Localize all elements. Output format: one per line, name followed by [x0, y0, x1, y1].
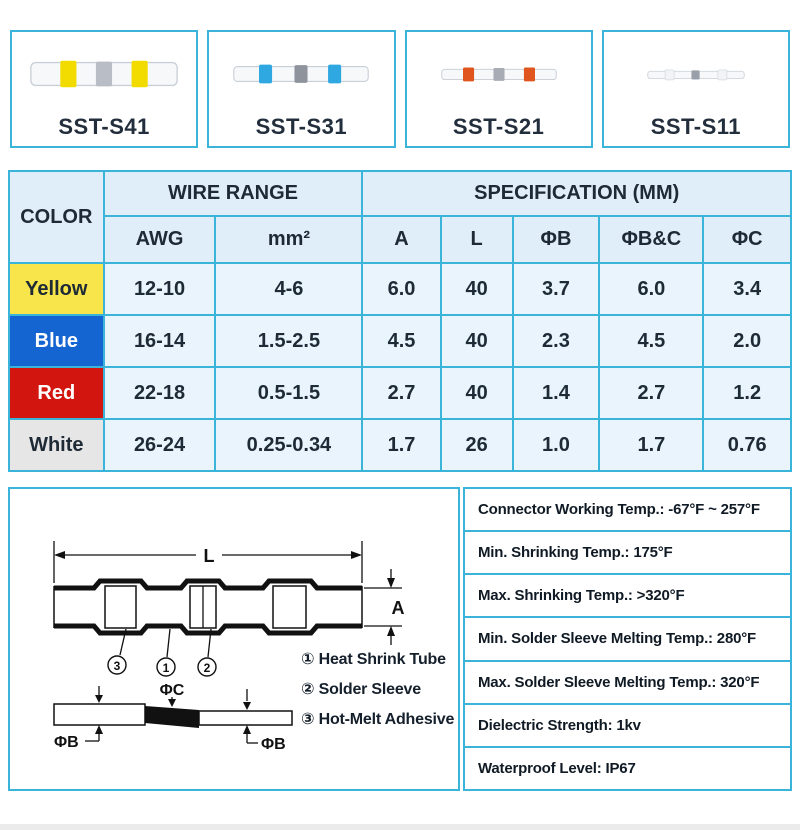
- cell-mm2: 0.25-0.34: [215, 419, 362, 471]
- connector-image-white: [645, 61, 747, 87]
- legend-item-solder-sleeve: ② Solder Sleeve: [301, 681, 421, 698]
- cell-phib: 2.3: [513, 315, 600, 367]
- spec-item-max-shrinking-temp: Max. Shrinking Temp.: >320°F: [463, 573, 792, 618]
- cell-phibc: 1.7: [599, 419, 703, 471]
- cell-phibc: 4.5: [599, 315, 703, 367]
- header-specification: SPECIFICATION (MM): [362, 171, 791, 216]
- dim-label-phi-b-right: ΦB: [261, 736, 286, 753]
- cell-awg: 12-10: [104, 263, 216, 315]
- header-phibc: ΦB&C: [599, 216, 703, 263]
- header-a: A: [362, 216, 440, 263]
- cell-mm2: 4-6: [215, 263, 362, 315]
- cell-phic: 3.4: [703, 263, 791, 315]
- spec-item-working-temp: Connector Working Temp.: -67°F ~ 257°F: [463, 487, 792, 532]
- cell-mm2: 1.5-2.5: [215, 315, 362, 367]
- spec-item-waterproof-level: Waterproof Level: IP67: [463, 746, 792, 791]
- cell-phic: 2.0: [703, 315, 791, 367]
- product-image-wrap: [209, 32, 393, 116]
- dim-label-a: A: [391, 598, 405, 618]
- dimension-diagram-box: [8, 487, 460, 791]
- spec-item-min-solder-melting-temp: Min. Solder Sleeve Melting Temp.: 280°F: [463, 616, 792, 661]
- cell-a: 6.0: [362, 263, 440, 315]
- callout-2: 2: [203, 661, 211, 675]
- callout-3: 3: [113, 659, 121, 673]
- product-image-wrap: [407, 32, 591, 116]
- cell-phic: 1.2: [703, 367, 791, 419]
- dim-label-phi-c: ΦC: [159, 682, 185, 699]
- cell-awg: 22-18: [104, 367, 216, 419]
- spec-item-dielectric-strength: Dielectric Strength: 1kv: [463, 703, 792, 748]
- connector-image-blue: [231, 56, 371, 92]
- product-card-row: [10, 30, 790, 148]
- product-model-label: SST-S11: [650, 114, 742, 139]
- cell-a: 1.7: [362, 419, 440, 471]
- header-color: COLOR: [9, 171, 104, 263]
- color-swatch-yellow: Yellow: [9, 263, 104, 315]
- table-row-blue: [9, 315, 791, 367]
- table-row-red: [9, 367, 791, 419]
- color-swatch-blue: Blue: [9, 315, 104, 367]
- product-image-wrap: [604, 32, 788, 116]
- color-swatch-red: Red: [9, 367, 104, 419]
- cell-phibc: 6.0: [599, 263, 703, 315]
- header-phic: ΦC: [703, 216, 791, 263]
- cell-awg: 26-24: [104, 419, 216, 471]
- dim-label-l: L: [203, 546, 215, 566]
- bottom-section: [8, 487, 792, 791]
- header-phib: ΦB: [513, 216, 600, 263]
- dim-label-phi-b-left: ΦB: [54, 734, 79, 751]
- cell-phib: 1.0: [513, 419, 600, 471]
- cell-phibc: 2.7: [599, 367, 703, 419]
- header-mm2: mm²: [215, 216, 362, 263]
- cell-a: 4.5: [362, 315, 440, 367]
- cell-l: 40: [441, 263, 513, 315]
- product-card-sst-s21: [405, 30, 593, 148]
- spec-list: [463, 487, 792, 791]
- bottom-strip: [0, 824, 800, 830]
- table-row-white: [9, 419, 791, 471]
- header-awg: AWG: [104, 216, 216, 263]
- cell-phib: 3.7: [513, 263, 600, 315]
- connector-image-red: [439, 59, 559, 89]
- specification-table: [8, 170, 792, 472]
- product-card-sst-s41: [10, 30, 198, 148]
- spec-item-max-solder-melting-temp: Max. Solder Sleeve Melting Temp.: 320°F: [463, 660, 792, 705]
- product-card-sst-s31: [207, 30, 395, 148]
- table-row-yellow: [9, 263, 791, 315]
- spec-item-min-shrinking-temp: Min. Shrinking Temp.: 175°F: [463, 530, 792, 575]
- product-model-label: SST-S31: [255, 114, 348, 139]
- connector-image-yellow: [28, 52, 180, 96]
- cell-phic: 0.76: [703, 419, 791, 471]
- callout-1: 1: [162, 661, 170, 675]
- header-wire-range: WIRE RANGE: [104, 171, 363, 216]
- legend-item-heat-shrink-tube: ① Heat Shrink Tube: [301, 651, 446, 668]
- cell-phib: 1.4: [513, 367, 600, 419]
- color-swatch-white: White: [9, 419, 104, 471]
- cell-l: 40: [441, 367, 513, 419]
- cell-mm2: 0.5-1.5: [215, 367, 362, 419]
- product-model-label: SST-S41: [58, 114, 150, 139]
- cell-awg: 16-14: [104, 315, 216, 367]
- legend-item-hot-melt-adhesive: ③ Hot-Melt Adhesive: [301, 711, 455, 728]
- product-image-wrap: [12, 32, 196, 116]
- product-card-sst-s11: [602, 30, 790, 148]
- header-l: L: [441, 216, 513, 263]
- diagram-legend: [301, 645, 454, 735]
- cell-l: 26: [441, 419, 513, 471]
- product-model-label: SST-S21: [452, 114, 545, 139]
- cell-l: 40: [441, 315, 513, 367]
- cell-a: 2.7: [362, 367, 440, 419]
- connector-dimension-drawing: [10, 489, 458, 789]
